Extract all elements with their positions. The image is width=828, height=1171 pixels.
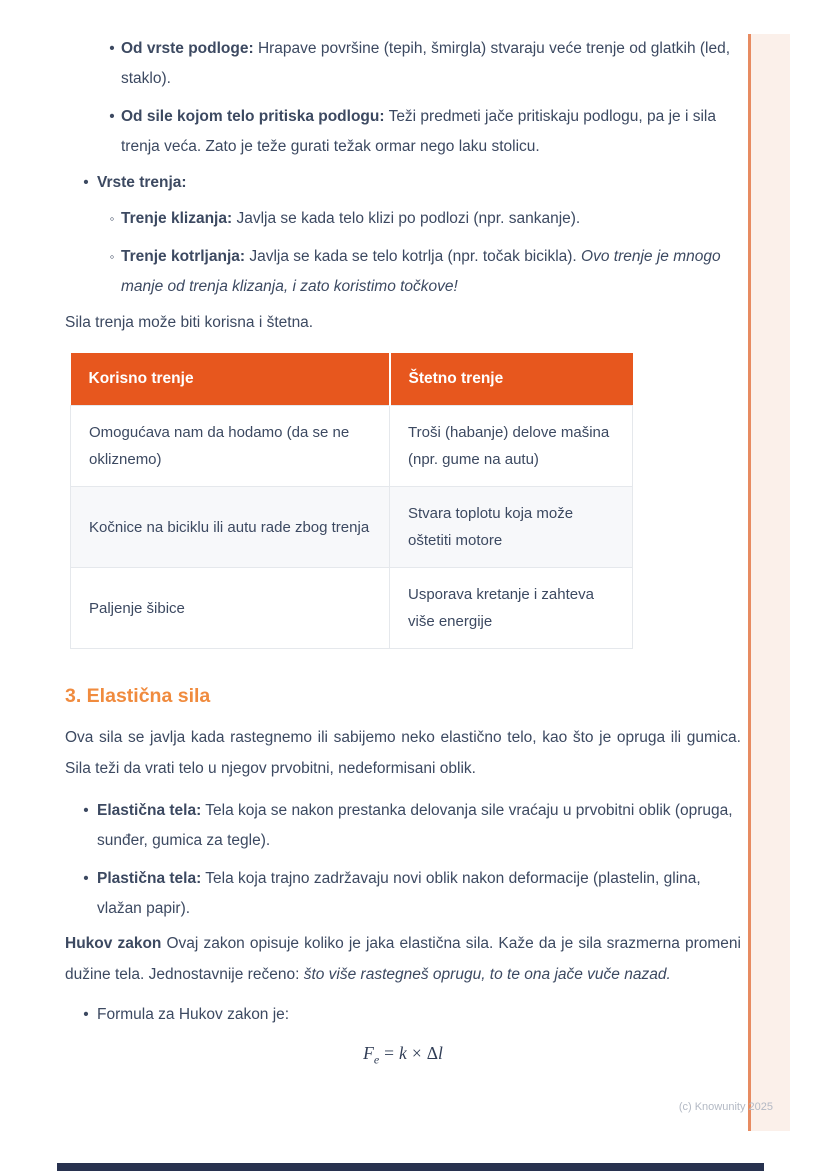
table-cell: Troši (habanje) delove mašina (npr. gume na autu)	[390, 406, 633, 487]
table-row	[71, 487, 633, 568]
list-item-text	[97, 168, 741, 198]
copyright-text: (c) Knowunity 2025	[678, 1101, 773, 1113]
formula-k: k	[399, 1043, 407, 1063]
bullet-icon: •	[83, 174, 89, 191]
table-header-korisno: Korisno trenje	[71, 353, 390, 406]
factors-list	[65, 34, 741, 162]
trenje-table	[70, 353, 633, 649]
table-cell: Usporava kretanje i zahteva više energije	[390, 568, 633, 649]
table-cell: Stvara toplotu koja može oštetiti motore	[390, 487, 633, 568]
list-item	[65, 864, 741, 924]
list-item-text	[121, 34, 741, 94]
list-item	[65, 242, 741, 302]
circle-bullet-icon: ◦	[109, 211, 115, 226]
list-item-body: Hrapave površine (tepih, šmirgla) stvaraju veće trenje od glatkih (led, staklo).	[121, 40, 731, 87]
times-sign: ×	[411, 1043, 422, 1063]
page-edge-line	[748, 34, 751, 1131]
list-item	[65, 102, 741, 162]
bullet-icon: •	[109, 108, 115, 125]
tela-list	[65, 796, 741, 924]
formula-l: l	[437, 1043, 443, 1063]
section-heading: 3. Elastična sila	[65, 685, 211, 707]
bullet-icon: •	[83, 870, 89, 887]
list-item-text	[97, 796, 741, 856]
formula-delta: Δ	[426, 1043, 438, 1063]
next-page-edge-bar	[57, 1163, 764, 1171]
list-item	[65, 204, 741, 234]
hooke-formula	[65, 1041, 741, 1072]
bullet-icon: •	[109, 40, 115, 57]
equals-sign: =	[384, 1043, 395, 1063]
vrste-trenja-sublist	[65, 204, 741, 302]
list-item-text	[97, 864, 741, 924]
list-item-text	[121, 204, 741, 234]
hukov-zakon-body: Ovaj zakon opisuje koliko je jaka elastična sila. Kaže da je sila srazmerna promeni dužine tela. Jednostavnije rečeno:	[65, 935, 741, 983]
list-item-label: Elastična tela:	[97, 802, 202, 819]
list-item-text	[121, 242, 741, 302]
table-cell: Paljenje šibice	[71, 568, 390, 649]
list-item	[65, 796, 741, 856]
list-item-label: Trenje kotrljanja:	[121, 248, 246, 265]
list-item-label: Od vrste podloge:	[121, 40, 254, 57]
page-edge-band	[751, 34, 790, 1131]
formula-label-item	[65, 1000, 741, 1030]
formula-subscript: e	[373, 1052, 380, 1067]
table-cell: Omogućava nam da hodamo (da se ne okliznemo)	[71, 406, 390, 487]
list-item-label: Od sile kojom telo pritiska podlogu:	[121, 108, 385, 125]
page-content	[65, 0, 741, 1072]
circle-bullet-icon: ◦	[109, 249, 115, 264]
list-item-label: Plastična tela:	[97, 870, 202, 887]
list-item-label: Vrste trenja:	[97, 174, 187, 191]
vrste-trenja-item	[65, 168, 741, 198]
formula-label: Formula za Hukov zakon je:	[97, 1006, 290, 1023]
table-cell: Kočnice na biciklu ili autu rade zbog trenja	[71, 487, 390, 568]
list-item-note: Ovo trenje je mnogo manje od trenja klizanja, i zato koristimo točkove!	[121, 248, 721, 295]
list-item-body: Tela koja trajno zadržavaju novi oblik nakon deformacije (plastelin, glina, vlažan papir).	[97, 870, 701, 917]
list-item-text	[121, 102, 741, 162]
bullet-icon: •	[83, 802, 89, 819]
list-item-body: Tela koja se nakon prestanka delovanja sile vraćaju u prvobitni oblik (opruga, sunđer, gumica za tegle).	[97, 802, 733, 849]
hukov-zakon-label: Hukov zakon	[65, 935, 162, 952]
table-header-stetno: Štetno trenje	[390, 353, 633, 406]
hukov-zakon-note: što više rastegneš oprugu, to te ona jače vuče nazad.	[303, 966, 671, 983]
table-row	[71, 568, 633, 649]
list-item	[65, 34, 741, 94]
list-item-body: Teži predmeti jače pritiskaju podlogu, pa je i sila trenja veća. Zato je teže gurati težak ormar nego laku stolicu.	[121, 108, 716, 155]
table-row	[71, 406, 633, 487]
section-intro-paragraph: Ova sila se javlja kada rastegnemo ili sabijemo neko elastično telo, kao što je opruga ili gumica. Sila teži da vrati telo u njegov prvobitni, nedeformisani oblik.	[65, 729, 741, 777]
table-header-row	[71, 353, 633, 406]
formula-F: F	[363, 1043, 374, 1063]
list-item-body: Javlja se kada se telo kotrlja (npr. točak bicikla).	[249, 248, 577, 265]
list-item-body: Javlja se kada telo klizi po podlozi (npr. sankanje).	[236, 210, 581, 227]
bullet-icon: •	[83, 1006, 89, 1023]
list-item-text	[97, 1000, 741, 1030]
intro-paragraph: Sila trenja može biti korisna i štetna.	[65, 314, 314, 331]
list-item-label: Trenje klizanja:	[121, 210, 233, 227]
hukov-zakon-paragraph	[65, 928, 741, 990]
